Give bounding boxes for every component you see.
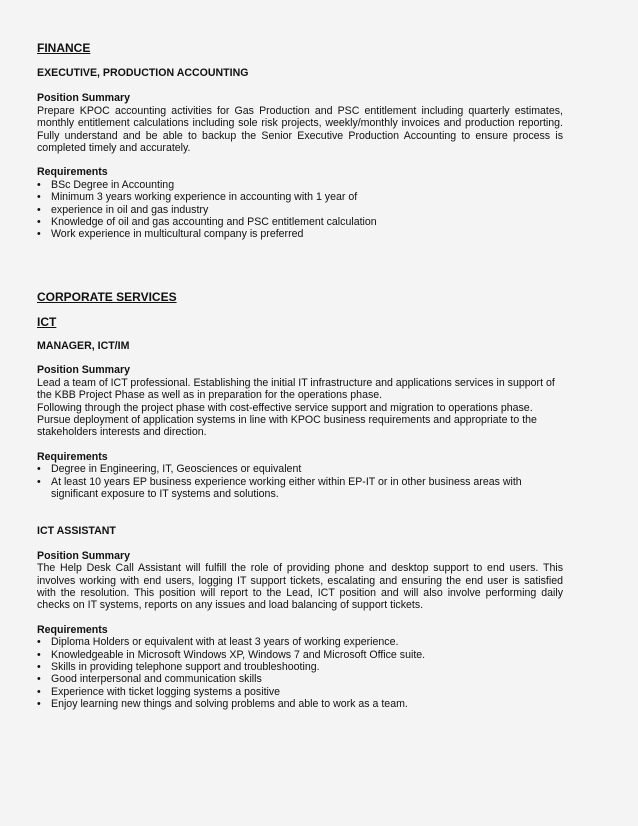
manager-requirements-list bbox=[37, 463, 563, 500]
document-content bbox=[37, 41, 563, 711]
manager-summary-text-3: Pursue deployment of application systems in line with KPOC business requirements and appropriate to the stakeholders interests and direction. bbox=[37, 413, 537, 439]
manager-requirements-label: Requirements bbox=[37, 450, 108, 463]
assistant-job-title: ICT ASSISTANT bbox=[37, 525, 116, 538]
list-item: • BSc Degree in Accounting bbox=[37, 179, 563, 191]
list-item: • experience in oil and gas industry bbox=[37, 204, 563, 216]
list-item: • Skills in providing telephone support and troubleshooting. bbox=[37, 661, 563, 673]
ict-subheading: ICT bbox=[37, 314, 57, 329]
list-item: • Good interpersonal and communication skills bbox=[37, 673, 563, 685]
list-item: • At least 10 years EP business experience working either within EP-IT or in other business areas with significant exposure to IT systems and solutions. bbox=[37, 476, 563, 501]
assistant-requirements-label: Requirements bbox=[37, 623, 108, 636]
list-item: • Knowledge of oil and gas accounting and PSC entitlement calculation bbox=[37, 216, 563, 228]
list-item: • Work experience in multicultural company is preferred bbox=[37, 228, 563, 240]
assistant-summary-text: The Help Desk Call Assistant will fulfill the role of providing phone and desktop support to end users. This involves working with end users, logging IT support tickets, escalating and ensuring the end user is satisfied with the resolution. This position will report to the Lead, ICT position and will also involve performing daily checks on IT systems, reports on any issues and load balancing of support tickets. bbox=[37, 562, 563, 612]
finance-heading: FINANCE bbox=[37, 41, 91, 55]
corporate-services-heading: CORPORATE SERVICES bbox=[37, 289, 177, 304]
manager-job-title: MANAGER, ICT/IM bbox=[37, 339, 130, 352]
list-item: • Diploma Holders or equivalent with at least 3 years of working experience. bbox=[37, 636, 563, 648]
manager-summary-label: Position Summary bbox=[37, 364, 131, 377]
finance-summary-text: Prepare KPOC accounting activities for Gas Production and PSC entitlement including quarterly estimates, monthly entitlement calculations including sole risk projects, weekly/monthly invoices and production reporting. Fully understand and be able to backup the Senior Executive Production Accounting to ensure process is completed timely and accurately. bbox=[37, 104, 563, 155]
list-item: • Experience with ticket logging systems a positive bbox=[37, 686, 563, 698]
finance-requirements-label: Requirements bbox=[37, 166, 108, 179]
assistant-summary-label: Position Summary bbox=[37, 549, 131, 562]
manager-summary-text-2: Following through the project phase with cost-effective service support and migration to operations phase. bbox=[37, 401, 533, 414]
list-item: • Knowledgeable in Microsoft Windows XP, Windows 7 and Microsoft Office suite. bbox=[37, 649, 563, 661]
finance-requirements-list bbox=[37, 179, 563, 241]
list-item: • Degree in Engineering, IT, Geosciences or equivalent bbox=[37, 463, 563, 475]
list-item: • Enjoy learning new things and solving problems and able to work as a team. bbox=[37, 698, 563, 710]
finance-job-title: EXECUTIVE, PRODUCTION ACCOUNTING bbox=[37, 67, 249, 79]
list-item: • Minimum 3 years working experience in accounting with 1 year of bbox=[37, 191, 563, 203]
manager-summary-text-1: Lead a team of ICT professional. Establishing the initial IT infrastructure and applications services in support of the KBB Project Phase as well as in preparation for the operations phase. bbox=[37, 376, 555, 402]
assistant-requirements-list bbox=[37, 636, 563, 710]
finance-summary-label: Position Summary bbox=[37, 92, 131, 105]
